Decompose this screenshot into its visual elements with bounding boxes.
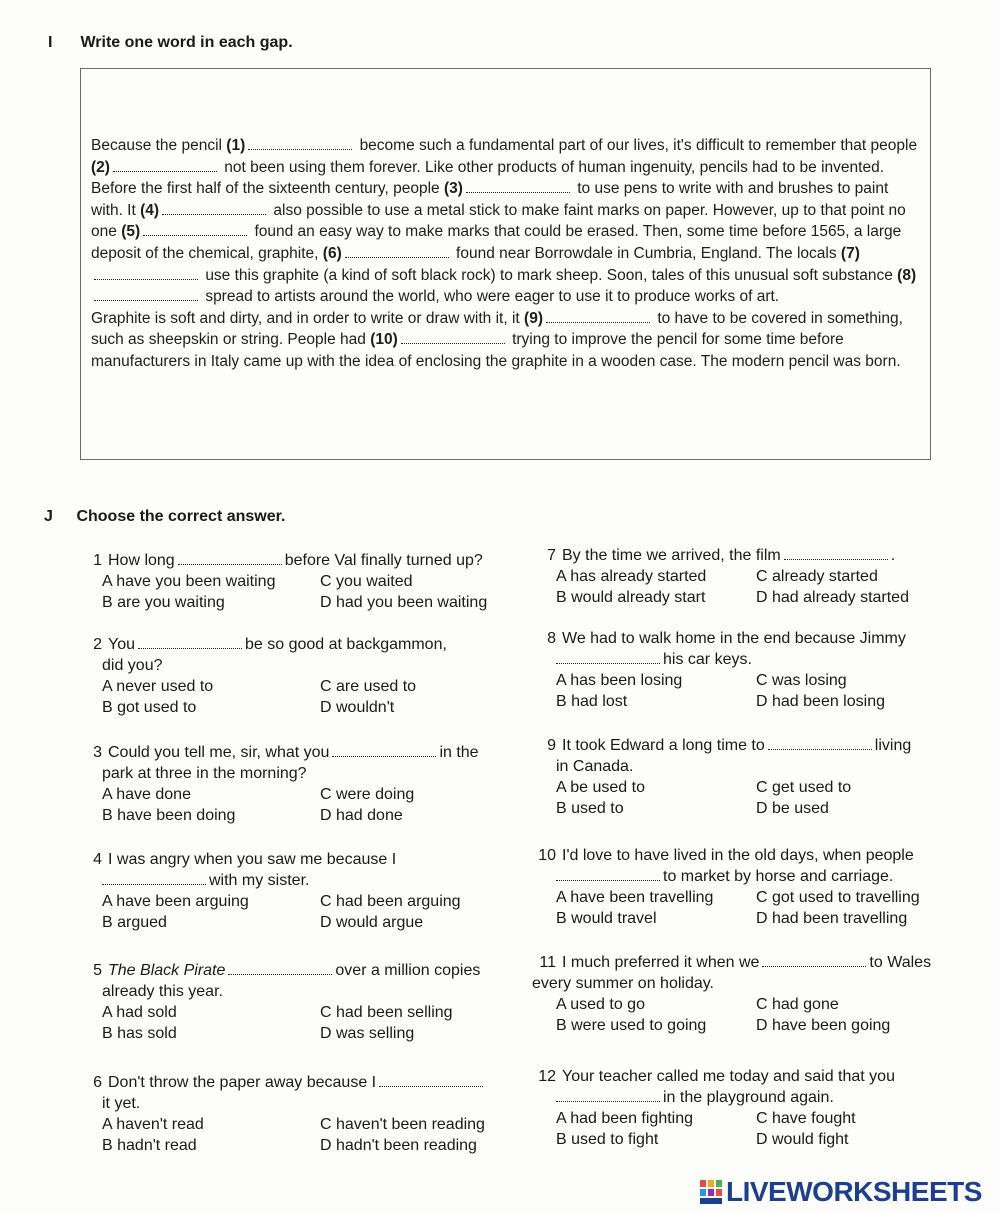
- option-a[interactable]: A have been travelling: [556, 889, 714, 906]
- gap-9[interactable]: [546, 310, 650, 323]
- question-stem: Could you tell me, sir, what you: [108, 744, 330, 761]
- answer-gap[interactable]: [556, 868, 660, 881]
- option-c[interactable]: C had been arguing: [320, 893, 461, 910]
- option-a[interactable]: A never used to: [102, 678, 214, 695]
- option-c[interactable]: C were doing: [320, 786, 415, 803]
- question-10: [532, 845, 956, 929]
- gap-number-10: (10): [370, 331, 398, 349]
- question-stem: be so good at backgammon,: [245, 636, 447, 653]
- question-stem: Don't throw the paper away because I: [108, 1074, 377, 1091]
- gap-4[interactable]: [162, 202, 266, 215]
- question-number: 5: [93, 962, 102, 979]
- option-d[interactable]: D had already started: [756, 589, 909, 606]
- option-d[interactable]: D had done: [320, 807, 403, 824]
- gap-number-3: (3): [443, 180, 463, 198]
- question-12: [532, 1066, 956, 1150]
- question-stem: We had to walk home in the end because Jimmy: [562, 630, 906, 647]
- option-d[interactable]: D was selling: [320, 1025, 415, 1042]
- passage-text: spread to artists around the world, who were eager to use it to produce works of art.: [205, 288, 780, 306]
- question-stem-cont: in Canada.: [556, 758, 634, 775]
- option-a[interactable]: A had sold: [102, 1004, 177, 1021]
- passage-text: trying to improve the pencil for some time before manufacturers in Italy came up with the idea of enclosing the graphite in a wooden case. The modern pencil was born.: [91, 331, 901, 370]
- passage-text: Graphite is soft and dirty, and in order to write or draw with it, it: [91, 309, 520, 327]
- option-a[interactable]: A used to go: [556, 996, 645, 1013]
- option-b[interactable]: B were used to going: [556, 1017, 707, 1034]
- question-stem: in the: [439, 744, 479, 761]
- question-7: [532, 545, 956, 608]
- question-number: 8: [547, 630, 556, 647]
- answer-gap[interactable]: [784, 547, 888, 560]
- gap-number-9: (9): [524, 309, 543, 327]
- option-b[interactable]: B used to fight: [556, 1131, 659, 1148]
- option-c[interactable]: C are used to: [320, 678, 417, 695]
- question-stem: I much preferred it when we: [562, 954, 760, 971]
- answer-gap[interactable]: [332, 744, 436, 757]
- passage-paragraph-1: [91, 135, 920, 178]
- question-number: 12: [538, 1068, 556, 1085]
- gap-number-7: (7): [840, 244, 860, 262]
- question-stem: .: [890, 547, 896, 564]
- passage-text: also possible to use a metal stick to make faint marks on paper. However, up to that point no one: [91, 201, 906, 241]
- question-stem-cont: his car keys.: [663, 651, 752, 668]
- question-number: 1: [93, 552, 102, 569]
- option-a[interactable]: A be used to: [556, 779, 645, 796]
- question-stem: before Val finally turned up?: [284, 552, 483, 569]
- question-stem-cont: park at three in the morning?: [102, 765, 307, 782]
- question-stem-cont: with my sister.: [209, 872, 310, 889]
- question-stem: Your teacher called me today and said that you: [562, 1068, 895, 1085]
- question-number: 6: [93, 1074, 102, 1091]
- passage-text: found near Borrowdale in Cumbria, England. The locals: [456, 244, 837, 262]
- question-8: [532, 628, 956, 712]
- answer-gap[interactable]: [102, 872, 206, 885]
- option-d[interactable]: D had you been waiting: [320, 594, 488, 611]
- answer-gap[interactable]: [178, 552, 282, 565]
- question-stem-cont: it yet.: [102, 1095, 141, 1112]
- option-a[interactable]: A haven't read: [102, 1116, 204, 1133]
- option-a[interactable]: A have done: [102, 786, 191, 803]
- liveworksheets-logo-icon: [700, 1179, 722, 1203]
- question-stem-cont: already this year.: [102, 983, 223, 1000]
- section-j-instruction: Choose the correct answer.: [76, 508, 286, 525]
- option-b[interactable]: B have been doing: [102, 807, 236, 824]
- passage-text: Before the first half of the sixteenth century, people: [91, 180, 440, 198]
- question-stem: I'd love to have lived in the old days, when people: [562, 847, 914, 864]
- passage-text: to have to be covered in something, such as sheepskin or string. People had: [91, 309, 903, 349]
- option-c[interactable]: C had gone: [756, 996, 839, 1013]
- answer-gap[interactable]: [768, 737, 872, 750]
- option-c[interactable]: C was losing: [756, 672, 847, 689]
- passage-paragraph-2: [91, 178, 920, 308]
- question-number: 2: [93, 636, 102, 653]
- option-a[interactable]: A have you been waiting: [102, 573, 276, 590]
- option-b[interactable]: B used to: [556, 800, 624, 817]
- option-b[interactable]: B hadn't read: [102, 1137, 197, 1154]
- gap-2[interactable]: [113, 159, 217, 172]
- question-number: 3: [93, 744, 102, 761]
- passage-text: Because the pencil: [91, 137, 222, 154]
- option-b[interactable]: B are you waiting: [102, 594, 225, 611]
- question-11: [532, 952, 956, 1036]
- option-c[interactable]: C already started: [756, 568, 878, 585]
- question-stem: living: [874, 737, 912, 754]
- gap-number-6: (6): [322, 244, 342, 262]
- option-a[interactable]: A has been losing: [556, 672, 683, 689]
- question-4: [78, 849, 520, 933]
- question-9: [532, 735, 956, 819]
- book-title: The Black Pirate: [108, 962, 226, 979]
- question-stem-cont: in the playground again.: [663, 1089, 834, 1106]
- brand-name: LIVEWORKSHEETS: [726, 1176, 982, 1207]
- section-i-instruction: Write one word in each gap.: [80, 34, 293, 51]
- passage-paragraph-3: [91, 308, 920, 373]
- option-d[interactable]: D would fight: [756, 1131, 849, 1148]
- question-stem-cont: to market by horse and carriage.: [663, 868, 894, 885]
- liveworksheets-brand[interactable]: [700, 1176, 982, 1208]
- answer-gap[interactable]: [762, 954, 866, 967]
- gap-7[interactable]: [94, 267, 198, 280]
- option-c[interactable]: C you waited: [320, 573, 413, 590]
- gap-number-5: (5): [121, 223, 141, 241]
- option-b[interactable]: B has sold: [102, 1025, 177, 1042]
- option-d[interactable]: D hadn't been reading: [320, 1137, 477, 1154]
- answer-gap[interactable]: [556, 1089, 660, 1102]
- option-b[interactable]: B got used to: [102, 699, 197, 716]
- answer-gap[interactable]: [138, 636, 242, 649]
- option-b[interactable]: B would already start: [556, 589, 706, 606]
- question-1: [78, 550, 520, 613]
- gap-number-4: (4): [140, 201, 160, 219]
- option-c[interactable]: C have fought: [756, 1110, 856, 1127]
- passage-text: become such a fundamental part of our lives, it's difficult to remember that people: [359, 137, 918, 154]
- option-c[interactable]: C had been selling: [320, 1004, 453, 1021]
- question-stem: How long: [108, 552, 175, 569]
- question-number: 7: [547, 547, 556, 564]
- section-j-letter: J: [44, 508, 53, 525]
- passage-box: [80, 68, 931, 460]
- gap-3[interactable]: [466, 180, 570, 193]
- question-stem-cont: did you?: [102, 657, 163, 674]
- question-2: [78, 634, 520, 718]
- question-stem: You: [108, 636, 135, 653]
- option-a[interactable]: A have been arguing: [102, 893, 249, 910]
- option-a[interactable]: A had been fighting: [556, 1110, 694, 1127]
- passage-text: to use pens to write with and brushes to paint with. It: [91, 180, 889, 219]
- option-b[interactable]: B would travel: [556, 910, 657, 927]
- passage-text: not been using them forever. Like other products of human ingenuity, pencils had to be invented.: [224, 158, 885, 176]
- section-j-heading: [44, 508, 285, 526]
- gap-10[interactable]: [401, 331, 505, 344]
- question-stem: over a million copies: [335, 962, 481, 979]
- question-6: [78, 1072, 520, 1156]
- question-stem: I was angry when you saw me because I: [108, 851, 397, 868]
- option-d[interactable]: D would argue: [320, 914, 424, 931]
- gap-number-8: (8): [897, 266, 917, 284]
- question-number: 9: [547, 737, 556, 754]
- passage-text: use this graphite (a kind of soft black rock) to mark sheep. Soon, tales of this unusual soft substance: [205, 266, 893, 284]
- option-d[interactable]: D had been travelling: [756, 910, 908, 927]
- question-5: [78, 960, 520, 1044]
- option-c[interactable]: C got used to travelling: [756, 889, 920, 906]
- option-c[interactable]: C get used to: [756, 779, 852, 796]
- gap-6[interactable]: [345, 245, 449, 258]
- gap-number-1: (1): [226, 137, 246, 154]
- question-number: 11: [539, 954, 556, 971]
- answer-gap[interactable]: [556, 651, 660, 664]
- question-stem-cont: every summer on holiday.: [532, 975, 714, 992]
- gap-5[interactable]: [143, 223, 247, 236]
- option-d[interactable]: D wouldn't: [320, 699, 395, 716]
- option-d[interactable]: D be used: [756, 800, 829, 817]
- answer-gap[interactable]: [228, 962, 332, 975]
- option-c[interactable]: C haven't been reading: [320, 1116, 485, 1133]
- passage-text: found an easy way to make marks that could be erased. Then, some time before 1565, a large deposit of the chemical, graphite,: [91, 223, 902, 262]
- question-number: 10: [538, 847, 556, 864]
- option-a[interactable]: A has already started: [556, 568, 707, 585]
- question-stem: to Wales: [869, 954, 932, 971]
- section-i-heading: [48, 34, 293, 52]
- answer-gap[interactable]: [379, 1074, 483, 1087]
- question-3: [78, 742, 520, 826]
- option-d[interactable]: D have been going: [756, 1017, 891, 1034]
- question-stem: By the time we arrived, the film: [562, 547, 781, 564]
- question-stem: It took Edward a long time to: [562, 737, 765, 754]
- option-b[interactable]: B argued: [102, 914, 167, 931]
- option-d[interactable]: D had been losing: [756, 693, 885, 710]
- question-number: 4: [93, 851, 102, 868]
- gap-8[interactable]: [94, 288, 198, 301]
- gap-1[interactable]: [248, 137, 352, 150]
- section-i-letter: I: [48, 34, 53, 51]
- option-b[interactable]: B had lost: [556, 693, 628, 710]
- gap-number-2: (2): [91, 158, 110, 176]
